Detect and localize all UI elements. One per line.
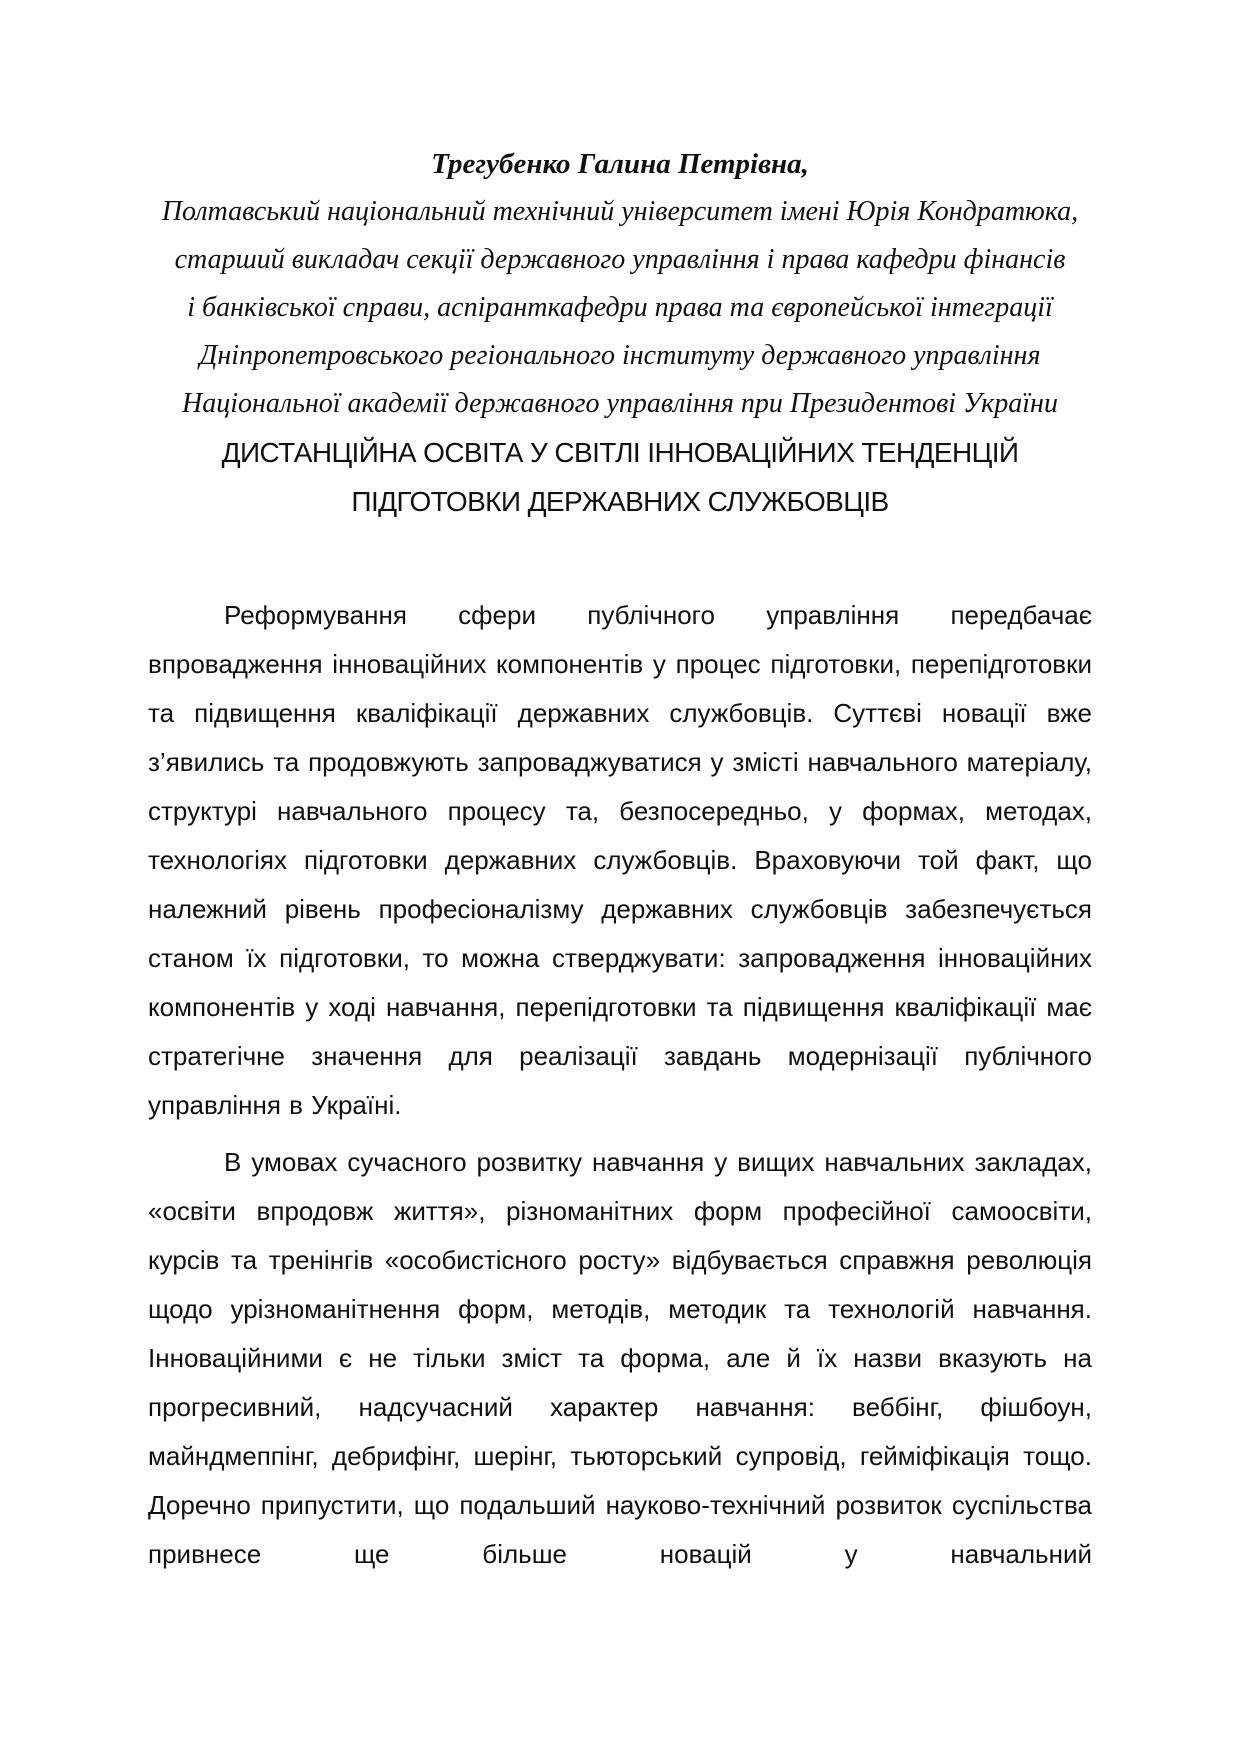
- body-paragraph: В умовах сучасного розвитку навчання у вищих навчальних закладах, «освіти впродовж життя», різноманітних форм професійної самоосвіти, курсів та тренінгів «особистісного росту» відбувається справжня революція щодо урізноманітнення форм, методів, методик та технологій навчання. Інноваційними є не тільки зміст та форма, але й їх назви вказують на прогресивний, надсучасний характер навчання: веббінг, фішбоун, майндмеппінг, дебрифінг, шерінг, тьюторський супровід, гейміфікація тощо. Доречно припустити, що подальший науково-технічний розвиток суспільства привнесе ще більше новацій у навчальний: [148, 1147, 1092, 1569]
- affiliation-line: і банківської справи, аспіранткафедри права та європейської інтеграції: [187, 292, 1053, 323]
- author-name: Трегубенко Галина Петрівна,: [431, 148, 809, 180]
- document-header: [140, 140, 1100, 526]
- affiliation-line: Національної академії державного управління при Президентові України: [182, 388, 1058, 419]
- article-title-line: ПІДГОТОВКИ ДЕРЖАВНИХ СЛУЖБОВЦІВ: [351, 486, 889, 517]
- affiliation-line: Полтавський національний технічний університет імені Юрія Кондратюка,: [161, 196, 1079, 227]
- body-paragraph: Реформування сфери публічного управління передбачає впровадження інноваційних компонентів у процес підготовки, перепідготовки та підвищення кваліфікації державних службовців. Суттєві новації вже з’явились та продовжують запроваджуватися у змісті навчального матеріалу, структурі навчального процесу та, безпосередньо, у формах, методах, технологіях підготовки державних службовців. Враховуючи той факт, що належний рівень професіоналізму державних службовців забезпечується станом їх підготовки, то можна стверджувати: запровадження інноваційних компонентів у ході навчання, перепідготовки та підвищення кваліфікації має стратегічне значення для реалізації завдань модернізації публічного управління в Україні.: [148, 600, 1092, 1120]
- affiliation-line: старший викладач секції державного управління і права кафедри фінансів: [174, 244, 1066, 275]
- article-title-line: ДИСТАНЦІЙНА ОСВІТА У СВІТЛІ ІННОВАЦІЙНИХ ТЕНДЕНЦІЙ: [221, 437, 1019, 468]
- document-body: [148, 591, 1092, 1579]
- affiliation-line: Дніпропетровського регіонального інституту державного управління: [199, 340, 1041, 371]
